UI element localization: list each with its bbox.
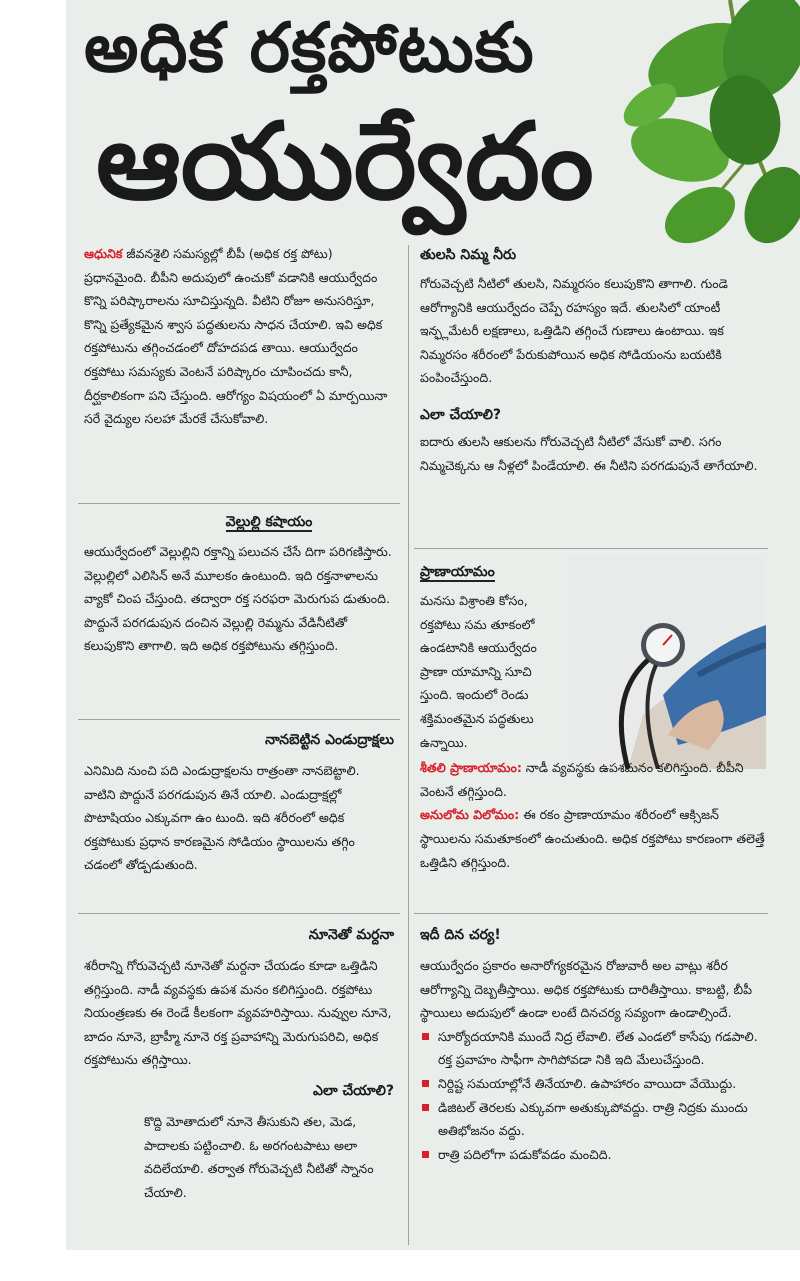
list-item: డిజిటల్ తెరలకు ఎక్కువగా అతుక్కుపోవద్దు. రాత్రి నిద్రకు ముందు అతిభోజనం వద్దు. xyxy=(420,1096,766,1143)
pranayama-item-2-text: ఈ రకం ప్రాణాయామం శరీరంలో ఆక్సిజన్ స్థాయిలను సమతూకంలో ఉంచుతుంది. అధిక రక్తపోటు కారణంగా తలెత్తే ఒత్తిడిని తగ్గిస్తుంది. xyxy=(420,807,765,870)
tulsi-section xyxy=(420,244,766,477)
headline-line-2: ఆయుర్వేదం xyxy=(96,100,594,223)
tulsi-how-heading: ఎలా చేయాలి? xyxy=(420,406,502,423)
oil-how-text: కొద్ది మోతాదులో నూనె తీసుకుని తల, మెడ, పాదాలకు పట్టించాలి. ఓ అరగంటపాటు అలా వదిలేయాలి. తర్వాత గోరువెచ్చటి నీటితో స్నానం చేయాలి. xyxy=(144,1113,374,1200)
pranayama-item-2 xyxy=(420,803,766,874)
raisins-heading: నానబెట్టిన ఎండుద్రాక్షలు xyxy=(265,732,394,748)
garlic-section xyxy=(84,511,394,658)
routine-heading: ఇదీ దిన చర్య! xyxy=(420,927,501,943)
tulsi-text: గోరువెచ్చటి నీటిలో తులసి, నిమ్మరసం కలుపుకొని తాగాలి. గుండె ఆరోగ్యానికి ఆయుర్వేదం చెప్పే రహస్యం ఇదే. తులసిలో యాంటీ ఇన్ఫ్లమేటరీ లక్షణాలు, ఒత్తిడిని తగ్గించే గుణాలు ఉంటాయి. ఇక నిమ్మరసం శరీరంలో పేరుకుపోయిన అధిక సోడియంను బయటికి పంపించేస్తుంది. xyxy=(420,276,728,386)
garlic-heading: వెల్లుల్లి కషాయం xyxy=(225,514,313,530)
oil-heading: నూనెతో మర్దనా xyxy=(308,927,394,943)
headline-line-1: అధిక రక్తపోటుకు xyxy=(84,9,535,88)
pranayama-item-1-text: నాడీ వ్యవస్థకు ఉపశమనం కలిగిస్తుంది. బీపీని వెంటనే తగ్గిస్తుంది. xyxy=(420,760,744,799)
intro-text: జీవనశైలి సమస్యల్లో బీపీ (అధిక రక్త పోటు) ప్రధానమైంది. బీపీని అదుపులో ఉంచుకో వడానికి ఆయుర్వేదం కొన్ని పరిష్కారాలను సూచిస్తున్నది. వీటిని రోజూ అనుసరిస్తూ, కొన్ని ప్రత్యేకమైన శ్వాస పద్ధతులను సాధన చేయాలి. ఇవి అధిక రక్తపోటును తగ్గించడంలో దోహదపడ తాయి. ఆయుర్వేదం రక్తపోటు సమస్యకు వెంటనే పరిష్కారం చూపించదు కానీ, దీర్ఘకాలికంగా పని చేస్తుంది. ఆరోగ్యం విషయంలో ఏ మార్పయినా సరే వైద్యుల సలహా మేరకే చేసుకోవాలి. xyxy=(84,246,388,427)
tulsi-heading: తులసి నిమ్మ నీరు xyxy=(420,247,517,263)
section-divider xyxy=(78,719,400,720)
list-item: రాత్రి పదిలోగా పడుకోవడం మంచిది. xyxy=(420,1143,766,1167)
tulsi-how-text: ఐదారు తులసి ఆకులను గోరువెచ్చటి నీటిలో వేసుకో వాలి. సగం నిమ్మచెక్కను ఆ నీళ్లలో పిండేయాలి. ఈ నీటిని పరగడుపునే తాగేయాలి. xyxy=(420,433,758,473)
pranayama-section xyxy=(420,561,766,874)
intro-lead-word: ఆధునిక xyxy=(84,246,123,261)
routine-section xyxy=(420,924,766,1166)
oil-how-heading: ఎలా చేయాలి? xyxy=(312,1082,394,1099)
section-divider xyxy=(78,503,400,504)
list-item: సూర్యోదయానికి ముందే నిద్ర లేవాలి. లేత ఎండలో కాసేపు గడపాలి. రక్త ప్రవాహం సాఫీగా సాగిపోవడా నికి ఇది మేలుచేస్తుంది. xyxy=(420,1025,766,1072)
raisins-section xyxy=(84,729,394,877)
oil-text: శరీరాన్ని గోరువెచ్చటి నూనెతో మర్దనా చేయడం కూడా ఒత్తిడిని తగ్గిస్తుంది. నాడీ వ్యవస్థకు ఉపశ మనం కలిగిస్తుంది. రక్తపోటు నియంత్రణకు ఈ రెండే కీలకంగా వ్యవహరిస్తాయి. నువ్వుల నూనె, బాదం నూనె, బ్రాహ్మీ నూనె రక్త ప్రవాహాన్ని మెరుగుపరిచి, అధిక రక్తపోటును తగ్గిస్తాయి. xyxy=(84,958,392,1068)
section-divider xyxy=(414,548,768,549)
routine-text: ఆయుర్వేదం ప్రకారం అనారోగ్యకరమైన రోజువారీ అల వాట్లు శరీర ఆరోగ్యాన్ని దెబ్బతీస్తాయి. అధిక రక్తపోటుకు దారితీస్తాయి. కాబట్టి, బీపీ స్థాయిలు అదుపులో ఉండా లంటే దినచర్య సవ్యంగా ఉండాల్సిందే. xyxy=(420,958,752,1021)
column-divider xyxy=(408,245,409,1245)
pranayama-item-1 xyxy=(420,756,766,803)
pranayama-text: మనసు విశ్రాంతి కోసం, రక్తపోటు సమ తూకంలో ఉండటానికి ఆయుర్వేదం ప్రాణా యామాన్ని సూచి స్తుంది. ఇందులో రెండు శక్తిమంతమైన పద్ధతులు ఉన్నాయి. xyxy=(420,593,537,750)
oil-massage-section xyxy=(84,924,394,1204)
pranayama-item-2-label: అనులోమ విలోమం: xyxy=(420,807,520,823)
tulsi-leaves-illustration xyxy=(580,0,800,250)
pranayama-item-1-label: శీతలి ప్రాణాయామం: xyxy=(420,760,522,776)
intro-section xyxy=(84,242,394,431)
list-item: నిర్దిష్ట సమయాల్లోనే తినేయాలి. ఉపాహారం వాయిదా వేయొద్దు. xyxy=(420,1072,766,1096)
pranayama-heading: ప్రాణాయామం xyxy=(420,564,495,580)
routine-list xyxy=(420,1025,766,1167)
section-divider xyxy=(414,913,768,914)
section-divider xyxy=(78,913,400,914)
garlic-text: ఆయుర్వేదంలో వెల్లుల్లిని రక్తాన్ని పలుచన చేసే దిగా పరిగణిస్తారు. వెల్లుల్లిలో ఎలిసిన్ అనే మూలకం ఉంటుంది. ఇది రక్తనాళాలను వ్యాకో చింప చేస్తుంది. తద్వారా రక్త సరఫరా మెరుగుప డుతుంది. పొద్దునే పరగడుపున దంచిన వెల్లుల్లి రెమ్మను వేడినీటితో కలుపుకొని తాగాలి. ఇది అధిక రక్తపోటును తగ్గిస్తుంది. xyxy=(84,544,392,654)
raisins-text: ఎనిమిది నుంచి పది ఎండుద్రాక్షలను రాత్రంతా నానబెట్టాలి. వాటిని పొద్దునే పరగడుపున తినే యాలి. ఎండుద్రాక్షల్లో పొటాషియం ఎక్కువగా ఉం టుంది. ఇది శరీరంలో అధిక రక్తపోటుకు ప్రధాన కారణమైన సోడియం స్థాయిలను తగ్గిం చడంలో తోడ్పడుతుంది. xyxy=(84,763,360,873)
